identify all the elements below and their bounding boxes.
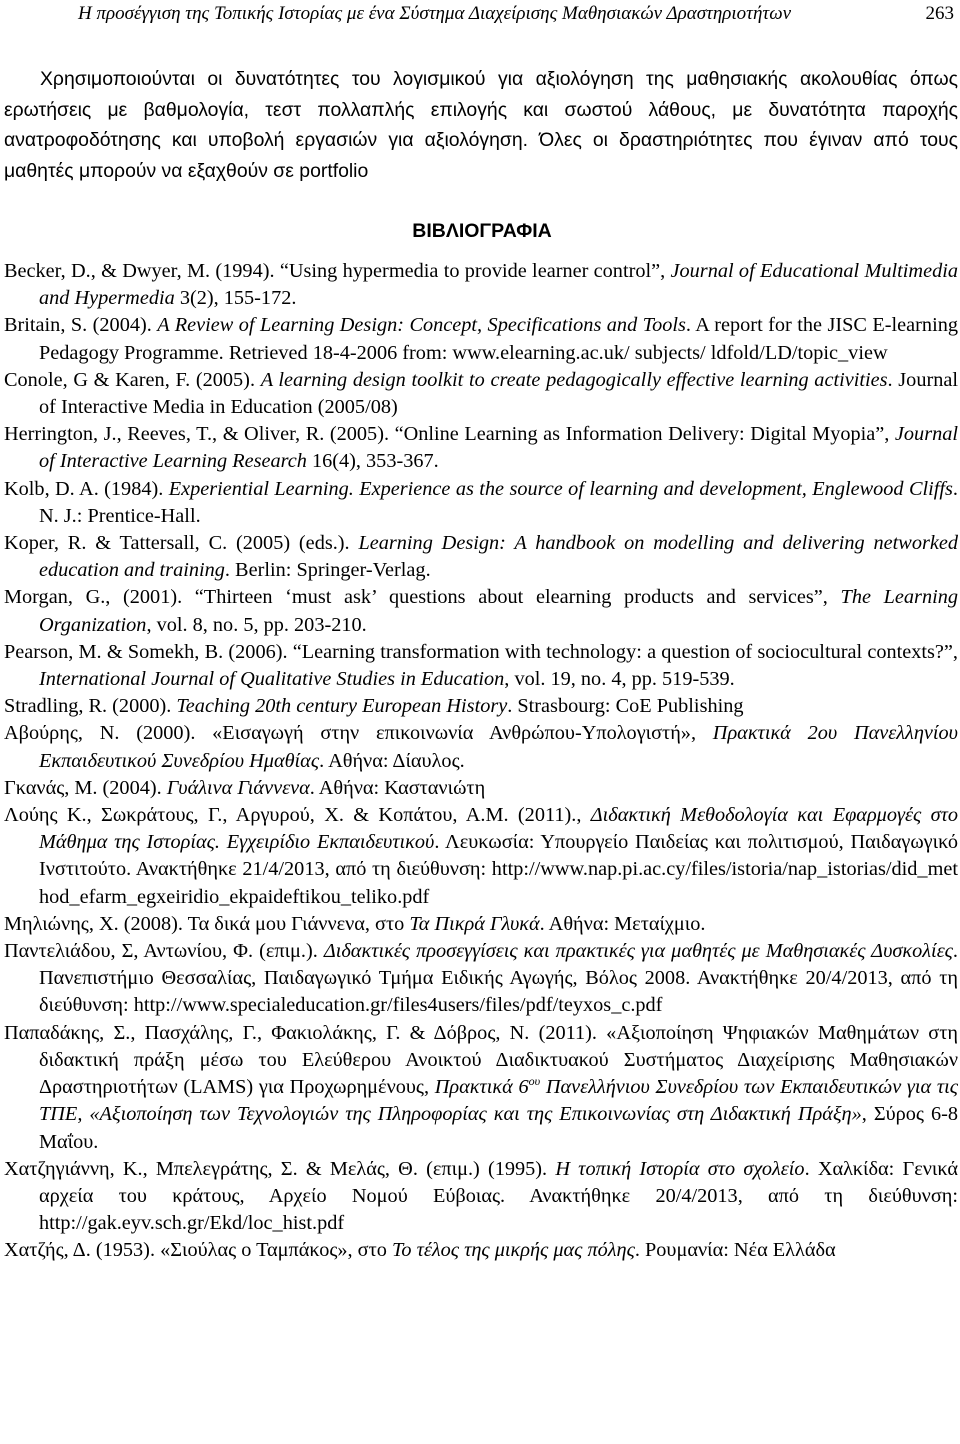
reference-entry xyxy=(4,584,958,638)
reference-text: . Αθήνα: Καστανιώτη xyxy=(309,776,486,799)
reference-entry xyxy=(4,258,958,312)
reference-text: Becker, D., & Dwyer, M. (1994). “Using hypermedia to provide learner control”, xyxy=(4,260,671,282)
reference-text: Kolb, D. A. (1984). xyxy=(4,477,169,500)
reference-italic-text: International Journal of Qualitative Studies in Education xyxy=(39,668,505,691)
reference-text: Παντελιάδου, Σ, Αντωνίου, Φ. (επιμ.). xyxy=(4,940,324,963)
reference-italic-text: Πρακτικά 2ου Πανελληνίου Εκπαιδευτικού Συνεδρίου Ημαθίας xyxy=(39,722,958,772)
reference-url: http://www.nap.pi.ac.cy/files/istoria/nap_istorias/did_method_efarm_egxeiridio_ekpaideftikou_teliko.pdf xyxy=(39,858,958,908)
reference-text: , vol. 19, no. 4, pp. 519-539. xyxy=(504,668,735,691)
reference-text: Μηλιώνης, Χ. (2008). Τα δικά μου Γιάννενα, στο xyxy=(4,912,410,935)
reference-text: . Strasbourg: CoE Publishing xyxy=(507,695,744,718)
reference-text: Conole, G & Karen, F. (2005). xyxy=(4,368,261,391)
reference-text: Stradling, R. (2000). xyxy=(4,695,177,718)
reference-italic-text: Διδακτική Μεθοδολογία και Εφαρμογές στο Μάθημα της Ιστορίας. Εγχειρίδιο Εκπαιδευτικού xyxy=(39,804,958,854)
reference-italic-text: A learning design toolkit to create pedagogically effective learning activities xyxy=(260,368,888,391)
reference-entry xyxy=(4,476,958,530)
reference-italic-text: Πανελλήνιου Συνεδρίου των Εκπαιδευτικών για τις ΤΠΕ, «Αξιοποίηση των Τεχνολογιών της Πληροφορίας και της Επικοινωνίας στη Διδακτική Πράξη» xyxy=(39,1076,959,1126)
running-head-title: Η προσέγγιση της Τοπικής Ιστορίας με ένα Σύστημα Διαχείρισης Μαθησιακών Δραστηριοτήτων xyxy=(78,3,792,24)
reference-text: 16(4), 353-367. xyxy=(306,450,439,473)
reference-text: Λούης Κ., Σωκράτους, Γ., Αργυρού, Χ. & Κοπάτου, Α.Μ. (2011)., xyxy=(4,804,591,827)
reference-text: . Λευκωσία: Υπουργείο Παιδείας και πολιτισμού, Παιδαγωγικό Ινστιτούτο. Ανακτήθηκε 21/4/2013, από τη διεύθυνση: xyxy=(39,831,958,881)
reference-italic-text: Journal of Interactive Learning Research xyxy=(39,423,958,473)
reference-entry xyxy=(4,802,958,911)
reference-italic-text: Το τέλος της μικρής μας πόλης xyxy=(391,1239,635,1262)
reference-italic-text: Γυάλινα Γιάννενα xyxy=(166,776,310,799)
reference-text: Αβούρης, Ν. (2000). «Εισαγωγή στην επικοινωνία Ανθρώπου-Υπολογιστή», xyxy=(4,722,713,745)
reference-entry xyxy=(4,367,958,421)
reference-entry xyxy=(4,421,958,475)
reference-italic-text: Πρακτικά 6 xyxy=(434,1076,529,1099)
reference-text: Γκανάς, Μ. (2004). xyxy=(4,776,167,799)
reference-italic-text: A Review of Learning Design: Concept, Specifications and Tools xyxy=(157,314,686,337)
reference-italic-text: Learning Design: A handbook on modelling and delivering networked education and training xyxy=(39,532,958,582)
reference-entry xyxy=(4,1156,958,1238)
reference-italic-text: Η τοπική Ιστορία στο σχολείο xyxy=(555,1157,805,1180)
reference-text: . Ρουμανία: Νέα Ελλάδα xyxy=(634,1239,836,1262)
reference-text: . Journal of Interactive Media in Education (2005/08) xyxy=(39,368,958,419)
reference-text: . A report for the JISC E-learning Pedagogy Programme. Retrieved 18-4-2006 from: www.elearning.ac.uk/ subjects/ ldfold/LD/topic_view xyxy=(39,314,958,364)
reference-entry xyxy=(4,530,958,584)
reference-text: 3(2), 155-172. xyxy=(174,287,297,310)
reference-text: Koper, R. & Tattersall, C. (2005) (eds.). xyxy=(4,532,359,555)
page-number: 263 xyxy=(925,3,954,24)
reference-text: , vol. 8, no. 5, pp. 203-210. xyxy=(146,613,367,636)
reference-text: Herrington, J., Reeves, T., & Oliver, R. (2005). “Online Learning as Information Delivery: Digital Myopia”, xyxy=(4,423,895,446)
reference-text: Χατζηγιάννη, Κ., Μπελεγράτης, Σ. & Μελάς, Θ. (επιμ.) (1995). xyxy=(4,1157,556,1180)
reference-italic-text: Τα Πικρά Γλυκά xyxy=(409,912,540,935)
reference-entry xyxy=(4,938,958,1020)
bibliography-list xyxy=(4,258,958,1265)
reference-text: . Berlin: Springer-Verlag. xyxy=(224,559,431,582)
reference-text: Morgan, G., (2001). “Thirteen ‘must ask’ questions about elearning products and services”, xyxy=(4,586,841,609)
reference-text: ου xyxy=(528,1074,541,1089)
reference-text: . Πανεπιστήμιο Θεσσαλίας, Παιδαγωγικό Τμήμα Ειδικής Αγωγής, Βόλος 2008. Ανακτήθηκε 20/4/2013, από τη διεύθυνση: xyxy=(39,940,958,1017)
reference-text: , Σύρος 6-8 Μαΐου. xyxy=(39,1103,958,1153)
reference-text: Britain, S. (2004). xyxy=(4,314,158,337)
reference-italic-text: Teaching 20th century European History xyxy=(176,695,508,718)
reference-entry xyxy=(4,693,958,720)
reference-italic-text: Journal of Educational Multimedia and Hypermedia xyxy=(39,260,958,310)
reference-entry xyxy=(4,1020,958,1156)
reference-text: . Χαλκίδα: Γενικά αρχεία του κράτους, Αρχείο Νομού Εύβοιας. Ανακτήθηκε 20/4/2013, από τη διεύθυνση: http://gak.eyv.sch.gr/Ekd/loc_hist.pdf xyxy=(39,1157,959,1235)
reference-entry xyxy=(4,312,958,366)
reference-italic-text: Διδακτικές προσεγγίσεις και πρακτικές για μαθητές με Μαθησιακές Δυσκολίες xyxy=(323,940,953,963)
reference-entry xyxy=(4,720,958,774)
reference-entry xyxy=(4,775,958,802)
reference-text: Χατζής, Δ. (1953). «Σιούλας ο Ταμπάκος», στο xyxy=(4,1239,392,1262)
reference-italic-text: The Learning Organization xyxy=(39,586,958,636)
reference-url: http://www.specialeducation.gr/files4users/files/pdf/teyxos_c.pdf xyxy=(133,994,663,1017)
bibliography-heading: ΒΙΒΛΙΟΓΡΑΦΙΑ xyxy=(412,220,552,242)
reference-text: . Αθήνα: Δίαυλος. xyxy=(319,749,465,772)
reference-text: Pearson, M. & Somekh, B. (2006). “Learning transformation with technology: a question of sociocultural contexts?”, xyxy=(4,640,958,663)
reference-text: . N. J.: Prentice-Hall. xyxy=(39,477,958,527)
reference-italic-text: Experiential Learning. Experience as the source of learning and development, Englewood Cliffs xyxy=(168,477,953,500)
running-head xyxy=(78,0,954,28)
reference-entry xyxy=(4,911,958,938)
reference-text: . Αθήνα: Μεταίχμιο. xyxy=(539,912,706,935)
reference-entry xyxy=(4,1237,958,1264)
reference-entry xyxy=(4,639,958,693)
reference-text: Παπαδάκης, Σ., Πασχάλης, Γ., Φακιολάκης, Γ. & Δόβρος, Ν. (2011). «Αξιοποίηση Ψηφιακών Μαθημάτων στη διδακτική πράξη μέσω του Ελεύθερου Ανοικτού Διαδικτυακού Συστήματος Διαχείρισης Μαθησιακών Δραστηριοτήτων (LAMS) για Προχωρημένους, xyxy=(4,1021,958,1099)
intro-paragraph: Χρησιμοποιούνται οι δυνατότητες του λογισμικού για αξιολόγηση της μαθησιακής ακολουθίας όπως ερωτήσεις με βαθμολογία, τεστ πολλαπλής επιλογής και σωστού λάθους, με δυνατότητα παροχής ανατροφοδότησης και υποβολή εργασιών για αξιολόγηση. Όλες οι δραστηριότητες που έγιναν από τους μαθητές μπορούν να εξαχθούν σε portfolio xyxy=(4,68,958,182)
